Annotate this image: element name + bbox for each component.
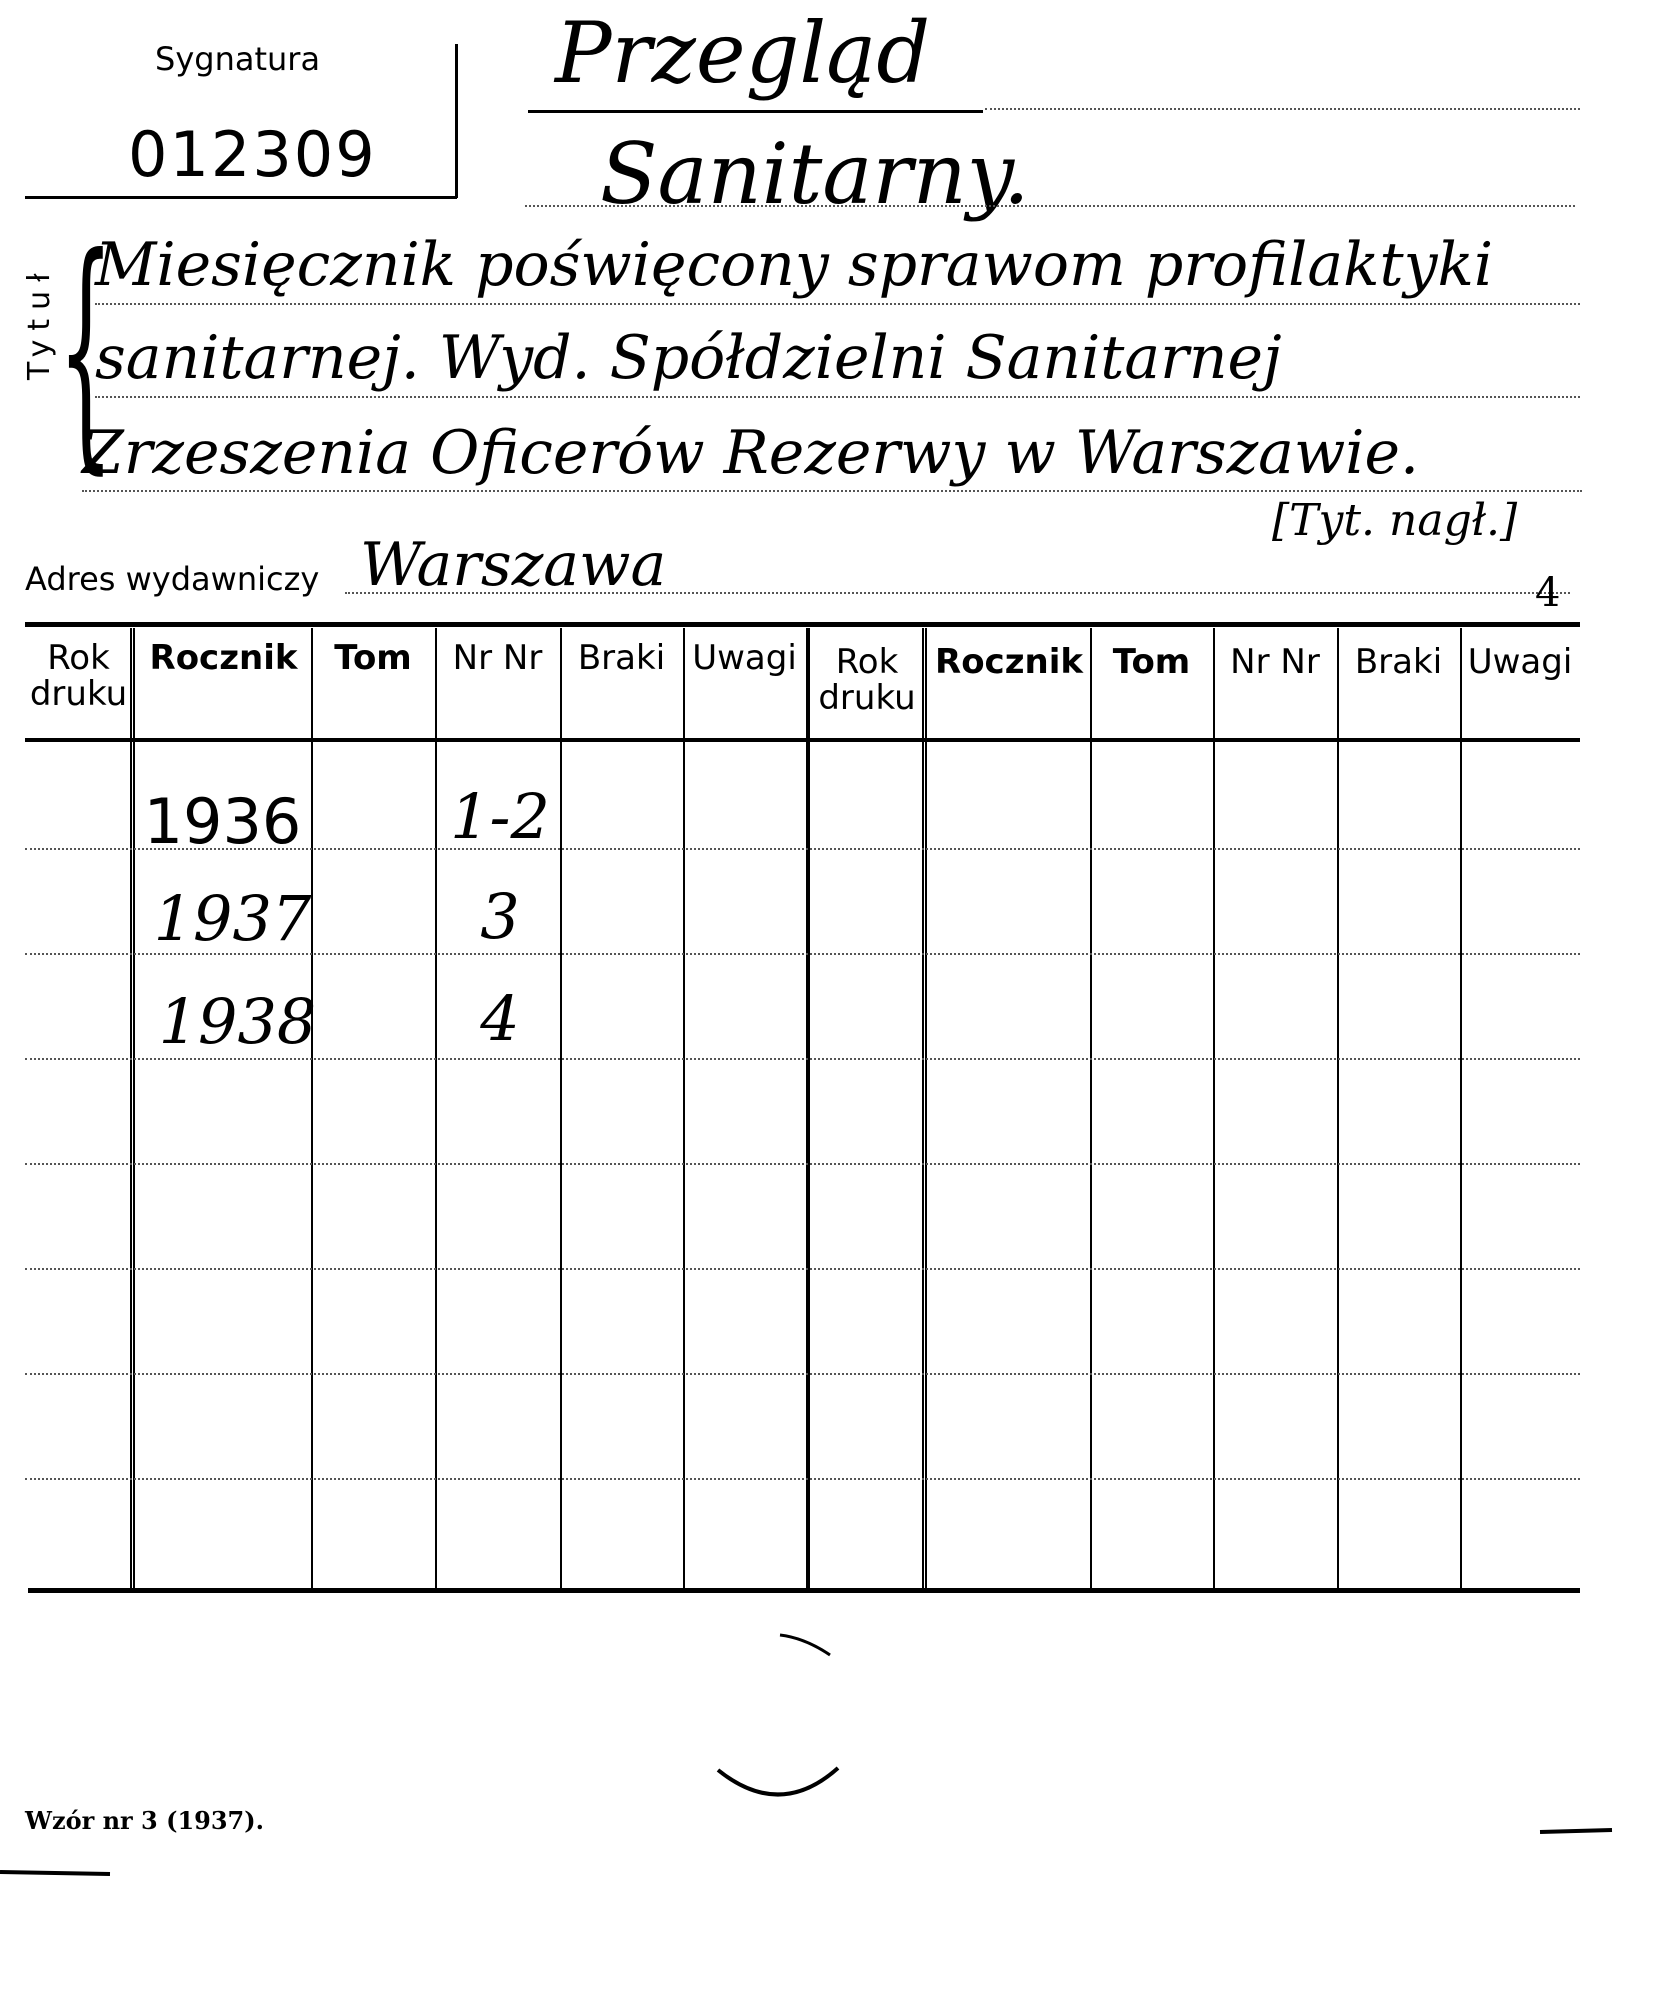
th-rok-druku-left: Rok druku <box>29 638 128 714</box>
table-row-2-nrnr: 3 <box>480 880 520 953</box>
th-braki-right: Braki <box>1354 642 1443 682</box>
tytul-brace: { <box>58 204 114 495</box>
sygnatura-label: Sygnatura <box>155 40 321 78</box>
adres-value: Warszawa <box>360 530 667 600</box>
th-nrnr-right: Nr Nr <box>1230 642 1320 682</box>
th-rok-druku-right: Rok druku <box>818 642 916 718</box>
tytul-side-label: Tytuł <box>22 264 57 380</box>
adres-label: Adres wydawniczy <box>25 560 320 598</box>
th-tom-right: Tom <box>1112 642 1191 682</box>
sygnatura-value: 012309 <box>128 118 377 191</box>
adres-corner-mark: 4 <box>1535 570 1561 616</box>
th-braki-left: Braki <box>577 638 666 678</box>
table-row-3-rocznik: 1938 <box>158 985 317 1058</box>
th-tom-left: Tom <box>334 638 412 678</box>
th-rocznik-right: Rocznik <box>935 642 1083 682</box>
form-label: Wzór nr 3 (1937). <box>25 1806 264 1835</box>
table-row-1-nrnr: 1-2 <box>450 780 550 853</box>
tytul-note: [Tyt. nagł.] <box>1272 495 1518 546</box>
tytul-line3: Zrzeszenia Oficerów Rezerwy w Warszawie. <box>82 418 1420 488</box>
table-row-2-rocznik: 1937 <box>153 882 312 955</box>
th-uwagi-left: Uwagi <box>692 638 797 678</box>
tytul-line1: Miesięcznik poświęcony sprawom profilaktyki <box>95 230 1494 300</box>
table-row-3-nrnr: 4 <box>480 982 520 1055</box>
tytul-line2: sanitarnej. Wyd. Spółdzielni Sanitarnej <box>95 323 1282 393</box>
table-row-1-rocznik: 1936 <box>143 785 302 858</box>
th-nrnr-left: Nr Nr <box>452 638 543 678</box>
th-rocznik-left: Rocznik <box>149 638 298 678</box>
title-line1: Przegląd <box>555 4 931 102</box>
th-uwagi-right: Uwagi <box>1467 642 1573 682</box>
title-line2: Sanitarny. <box>600 125 1030 223</box>
